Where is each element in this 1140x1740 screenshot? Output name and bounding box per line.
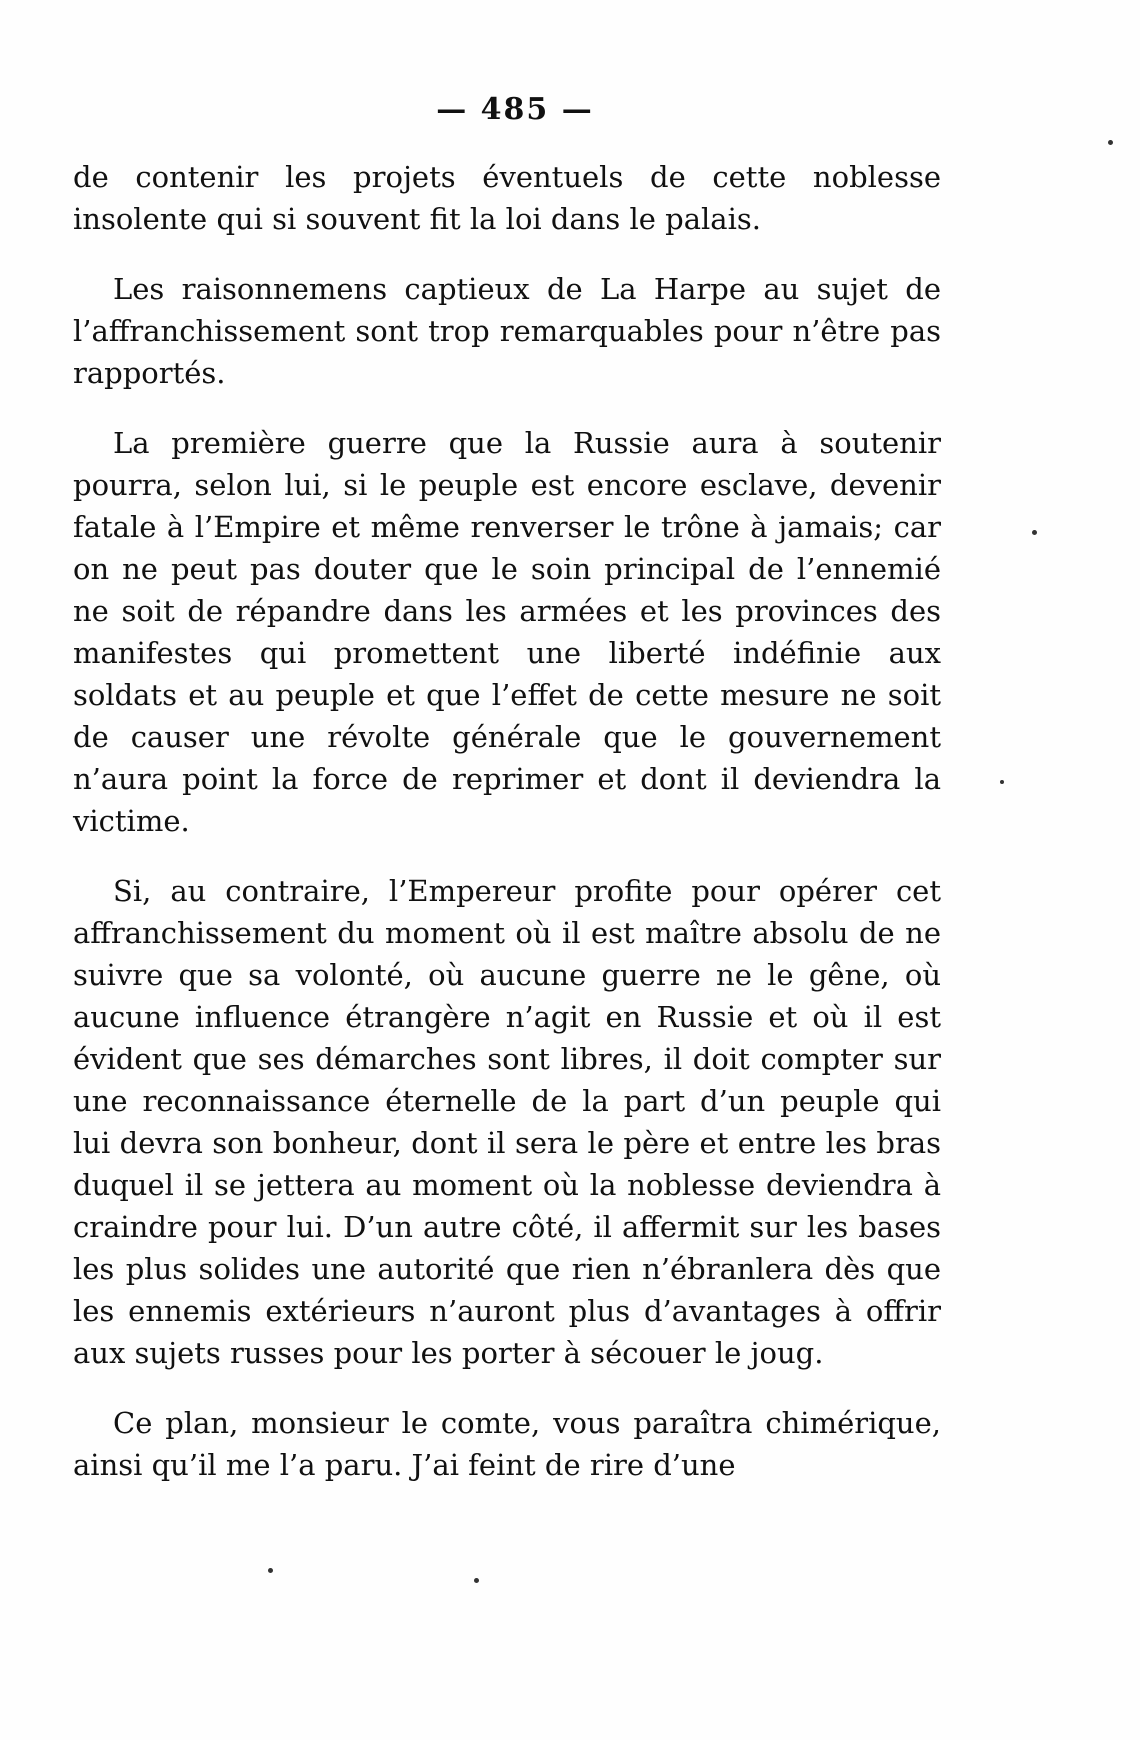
paragraph-ce-plan: Ce plan, monsieur le comte, vous paraîtra chimérique, ainsi qu’il me l’a paru. J’ai feint de rire d’une	[73, 1406, 941, 1482]
scan-speck	[1108, 140, 1113, 145]
scan-speck	[1032, 530, 1037, 535]
scan-speck	[474, 1578, 479, 1583]
scan-speck	[1000, 780, 1004, 784]
page-number: — 485 —	[436, 92, 594, 127]
scan-speck	[268, 1568, 273, 1573]
paragraph-si-au-contraire: Si, au contraire, l’Empereur profite pour opérer cet affranchissement du moment où il est maître absolu de ne suivre que sa volonté, où aucune guerre ne le gêne, où aucune influence étrangère n’agit en Russie et où il est évident que ses démarches sont libres, il doit compter sur une reconnaissance éternelle de la part d’un peuple qui lui devra son bonheur, dont il sera le père et entre les bras duquel il se jettera au moment où la noblesse deviendra à craindre pour lui. D’un autre côté, il affermit sur les bases les plus solides une autorité que rien n’ébranlera dès que les ennemis extérieurs n’auront plus d’avantages à offrir aux sujets russes pour les porter à sécouer le joug.	[73, 874, 941, 1370]
paragraph-premiere-guerre: La première guerre que la Russie aura à soutenir pourra, selon lui, si le peuple est encore esclave, devenir fatale à l’Empire et même renverser le trône à jamais; car on ne peut pas douter que le soin principal de l’ennemié ne soit de répandre dans les armées et les provinces des manifestes qui promettent une liberté indéfinie aux soldats et au peuple et que l’effet de cette mesure ne soit de causer une révolte générale que le gouvernement n’aura point la force de reprimer et dont il deviendra la victime.	[73, 426, 941, 838]
paragraph-continuation: de contenir les projets éventuels de cette noblesse insolente qui si souvent fit la loi dans le palais.	[73, 160, 941, 236]
paragraph-la-harpe: Les raisonnemens captieux de La Harpe au sujet de l’affranchissement sont trop remarquables pour n’être pas rapportés.	[73, 272, 941, 390]
text-body	[73, 156, 941, 1486]
